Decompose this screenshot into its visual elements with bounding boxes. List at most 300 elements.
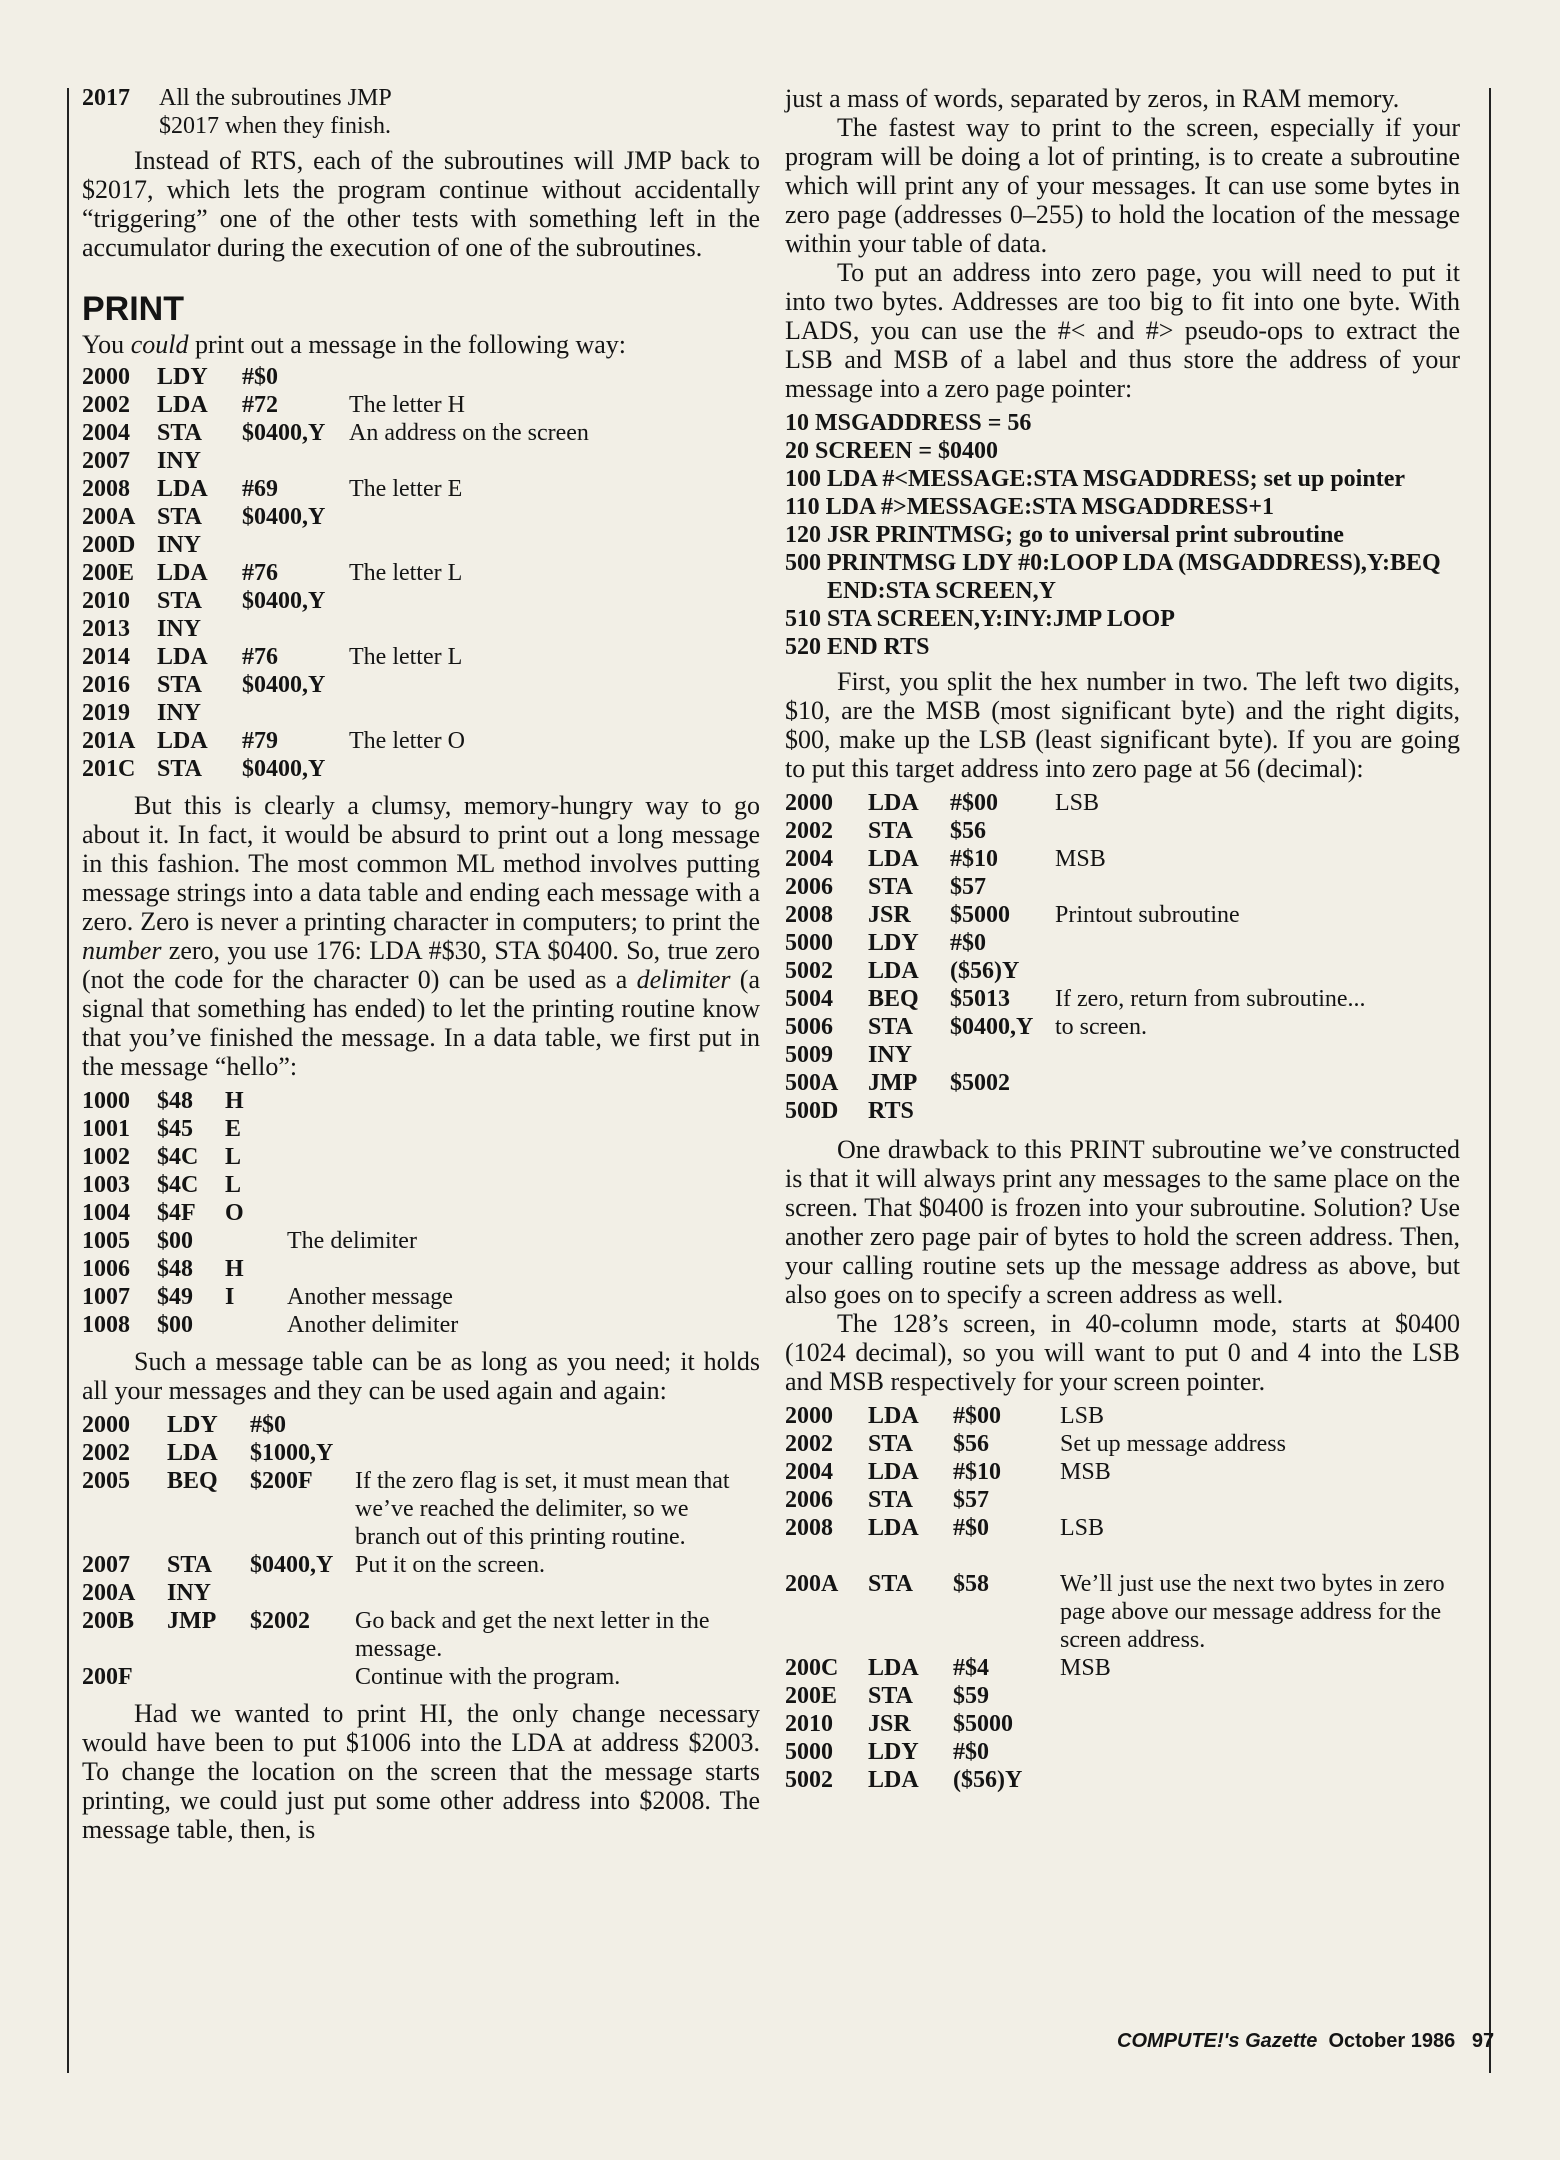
code-operand: #$0 [250,1412,286,1438]
code-opcode: BEQ [167,1468,218,1494]
code-opcode: STA [868,874,913,900]
code-operand: #72 [242,392,278,418]
code-comment [347,503,589,531]
code-operand [242,447,347,475]
listing-line: 520 END RTS [785,634,930,660]
code-operand [950,1041,1053,1069]
code-row [82,419,589,447]
code-row [785,1402,1458,1430]
code-address: 2002 [82,1440,130,1466]
code-address: 2010 [785,1711,833,1737]
code-row [785,929,1366,957]
page-footer [1117,2030,1494,2053]
code-operand: #$10 [950,846,998,872]
code-operand [950,1097,1053,1125]
code-row [82,699,589,727]
code-row [785,1097,1366,1125]
code-opcode: BEQ [868,986,919,1012]
code-comment: Another delimiter [287,1312,459,1338]
code-address: 200B [82,1608,135,1634]
code-opcode: JSR [868,1711,911,1737]
code-operand: $56 [950,818,986,844]
code-address [785,1542,868,1570]
code-row [82,1171,458,1199]
code-opcode: INY [157,448,202,474]
code-comment [1053,873,1366,901]
code-opcode: LDA [868,1655,919,1681]
code-opcode: LDA [157,728,208,754]
code-comment: Continue with the program. [355,1664,621,1690]
message-data-table [82,1087,458,1339]
code-operand: E [225,1116,242,1142]
code-operand: $2002 [250,1608,310,1634]
code-address: 1005 [82,1228,130,1254]
code-comment [353,1579,758,1607]
code-operand [225,1227,285,1255]
code-opcode: LDA [157,644,208,670]
code-opcode: LDY [167,1412,218,1438]
code-operand: $58 [953,1571,989,1597]
code-listing-top [82,84,430,140]
code-comment [1053,817,1366,845]
code-row [82,84,430,140]
code-comment [347,615,589,643]
code-row [82,503,589,531]
code-row [82,1115,458,1143]
code-operand: #$0 [953,1515,989,1541]
code-comment [1053,1069,1366,1097]
paragraph: To put an address into zero page, you will need to put it into two bytes. Addresses are too big to fit into one byte. With LADS, you can use the #< and #> pseudo-ops to extract the LSB and MSB of a label and thus store the address of your message into a zero page pointer: [785,258,1460,403]
code-opcode: LDA [167,1440,218,1466]
code-address: 1004 [82,1200,130,1226]
code-operand [242,531,347,559]
code-row [785,1514,1458,1542]
code-opcode: STA [157,672,202,698]
code-opcode: LDA [868,790,919,816]
code-opcode: INY [167,1580,212,1606]
code-opcode: $4F [157,1200,196,1226]
code-address: 200E [785,1683,838,1709]
code-opcode: LDA [157,392,208,418]
code-operand: ($56)Y [953,1767,1023,1793]
code-operand: $0400,Y [242,504,326,530]
code-opcode: $00 [157,1312,193,1338]
code-address: 2006 [785,1487,833,1513]
code-operand: #69 [242,476,278,502]
paragraph: Had we wanted to print HI, the only change necessary would have been to put $1006 into the LDA at address $2003. To change the location on the screen that the message starts printing, we could just put some other address into $2008. The message table, then, is [82,1699,760,1844]
code-opcode: INY [157,616,202,642]
code-operand: #$0 [242,364,278,390]
code-comment: The letter L [349,644,463,670]
code-row [785,957,1366,985]
code-operand: #$10 [953,1459,1001,1485]
code-opcode: LDY [868,1739,919,1765]
code-opcode: STA [157,420,202,446]
code-operand: #$0 [950,930,986,956]
code-address: 2004 [785,846,833,872]
code-row [785,1654,1458,1682]
code-comment [1058,1738,1458,1766]
code-opcode: $48 [157,1256,193,1282]
code-comment: Printout subroutine [1055,902,1240,928]
code-row [785,1570,1458,1654]
code-comment: The delimiter [287,1228,417,1254]
code-operand: $59 [953,1683,989,1709]
code-address: 200F [82,1664,133,1690]
code-address: 2010 [82,588,130,614]
code-comment [347,671,589,699]
code-address: 2007 [82,1552,130,1578]
code-opcode: STA [868,1487,913,1513]
code-listing-screen-pointer [785,1402,1458,1794]
code-row [82,1551,758,1579]
code-operand [250,1579,353,1607]
listing-line: 120 JSR PRINTMSG; go to universal print subroutine [785,522,1344,548]
code-operand [225,1311,285,1339]
code-row [82,363,589,391]
code-address: 2017 [82,85,130,111]
code-address: 200D [82,532,136,558]
code-opcode: $4C [157,1172,199,1198]
code-row [785,1766,1458,1794]
code-opcode: LDA [868,958,919,984]
code-row [82,531,589,559]
code-operand: H [225,1256,244,1282]
code-operand: #$00 [950,790,998,816]
code-address: 2000 [785,1403,833,1429]
code-operand: #$0 [953,1739,989,1765]
code-address: 2007 [82,448,130,474]
code-row [82,1255,458,1283]
issue-date: October 1986 [1328,2030,1456,2052]
code-operand: $0400,Y [250,1552,334,1578]
code-address: 5006 [785,1014,833,1040]
code-address: 2014 [82,644,130,670]
code-comment: If zero, return from subroutine... [1055,986,1366,1012]
code-row [785,1738,1458,1766]
code-address: 2000 [82,1412,130,1438]
code-opcode: STA [167,1552,212,1578]
code-comment [1058,1710,1458,1738]
code-comment [347,531,589,559]
code-comment: We’ll just use the next two bytes in zero page above our message address for the screen address. [1060,1571,1445,1653]
code-operand [250,1663,353,1691]
code-comment [285,1171,458,1199]
code-comment: An address on the screen [349,420,589,446]
code-row [82,391,589,419]
code-listing-print-loop [82,1411,758,1691]
code-address: 2000 [785,790,833,816]
code-opcode: LDA [868,1767,919,1793]
code-operand [242,699,347,727]
code-comment [353,1439,758,1467]
code-address: 2016 [82,672,130,698]
code-operand: H [225,1088,244,1114]
paragraph: The fastest way to print to the screen, especially if your program will be doing a lot of printing, is to create a subroutine which will print any of your messages. It can use some bytes in zero page (addresses 0–255) to hold the location of the message within your table of data. [785,113,1460,258]
code-address: 2008 [785,1515,833,1541]
code-comment [285,1115,458,1143]
listing-line: 110 LDA #>MESSAGE:STA MSGADDRESS+1 [785,494,1275,520]
paragraph: just a mass of words, separated by zeros, in RAM memory. [785,84,1400,113]
code-address: 2000 [82,364,130,390]
code-row [82,1087,458,1115]
lads-source-listing [785,409,1460,661]
code-row [82,475,589,503]
code-operand: $57 [953,1487,989,1513]
code-operand [242,615,347,643]
code-row [785,873,1366,901]
code-row [785,789,1366,817]
code-comment: All the subroutines JMP $2017 when they finish. [159,85,391,139]
code-operand: #$00 [953,1403,1001,1429]
code-comment [1058,1682,1458,1710]
code-row [785,1430,1458,1458]
listing-line: 10 MSGADDRESS = 56 [785,410,1032,436]
code-operand: $56 [953,1431,989,1457]
code-row [82,1311,458,1339]
code-operand: $0400,Y [242,420,326,446]
code-opcode: JMP [167,1608,217,1634]
code-comment [353,1411,758,1439]
code-opcode [868,1542,953,1570]
paragraph: But this is clearly a clumsy, memory-hungry way to go about it. In fact, it would be absurd to print out a long message in this fashion. The most common ML method involves putting message strings into a data table and ending each message with a zero. Zero is never a printing character in computers; to print the number zero, you use 176: LDA #$30, STA $0400. So, true zero (not the code for the character 0) can be used as a delimiter (a signal that something has ended) to let the printing routine know that you’ve finished the message. In a data table, we first put in the message “hello”: [82,791,761,1081]
code-operand: $0400,Y [242,588,326,614]
code-opcode: STA [868,1683,913,1709]
paragraph: The 128’s screen, in 40-column mode, starts at $0400 (1024 decimal), so you will want to put 0 and 4 into the LSB and MSB respectively for your screen pointer. [785,1309,1460,1396]
code-address: 2004 [82,420,130,446]
section-heading-print: PRINT [82,290,184,328]
code-row [785,817,1366,845]
code-comment [1053,1097,1366,1125]
code-address: 2002 [82,392,130,418]
code-address: 1007 [82,1284,130,1310]
code-comment [1053,929,1366,957]
code-row [82,643,589,671]
code-address: 5002 [785,1767,833,1793]
code-address: 1002 [82,1144,130,1170]
code-comment: Set up message address [1060,1431,1286,1457]
code-operand: ($56)Y [950,958,1020,984]
code-address: 1008 [82,1312,130,1338]
code-comment [285,1255,458,1283]
right-column [785,84,1460,1794]
code-comment: Go back and get the next letter in the message. [355,1608,710,1662]
code-opcode: LDY [868,930,919,956]
paragraph: One drawback to this PRINT subroutine we’ve constructed is that it will always print any messages to the same place on the screen. That $0400 is frozen into your subroutine. Solution? Use another zero page pair of bytes to hold the screen address. Then, your calling routine sets up the message address as above, but also goes on to specify a screen address as well. [785,1135,1460,1309]
left-column [82,84,760,1844]
code-address: 5004 [785,986,833,1012]
code-address: 200A [82,1580,136,1606]
code-opcode: RTS [868,1098,914,1124]
code-row [82,1143,458,1171]
code-operand: L [225,1172,242,1198]
code-opcode: LDA [868,1459,919,1485]
code-operand: $0400,Y [242,756,326,782]
code-address: 2006 [785,874,833,900]
code-opcode: STA [157,588,202,614]
code-operand: #79 [242,728,278,754]
code-address: 5000 [785,1739,833,1765]
code-opcode: INY [157,700,202,726]
code-address: 1000 [82,1088,130,1114]
code-address: 2019 [82,700,130,726]
code-operand: O [225,1200,244,1226]
code-row [82,447,589,475]
code-address: 1006 [82,1256,130,1282]
code-comment: Put it on the screen. [355,1552,545,1578]
code-opcode: LDA [868,846,919,872]
code-opcode: LDY [157,364,208,390]
code-row [82,615,589,643]
code-address: 5009 [785,1042,833,1068]
code-row [785,1682,1458,1710]
left-margin-rule [67,88,69,2073]
code-operand: $5000 [950,902,1010,928]
code-comment: Another message [287,1284,453,1310]
code-opcode: $00 [157,1228,193,1254]
code-opcode: STA [868,1014,913,1040]
code-operand: $57 [950,874,986,900]
code-opcode: LDA [868,1515,919,1541]
code-row [82,1439,758,1467]
code-comment: If the zero flag is set, it must mean that we’ve reached the delimiter, so we branch out of this printing routine. [355,1468,730,1550]
code-comment: The letter O [349,728,465,754]
code-comment [347,447,589,475]
code-opcode: $4C [157,1144,199,1170]
code-operand: $1000,Y [250,1440,334,1466]
code-address: 2002 [785,1431,833,1457]
code-address: 2013 [82,616,130,642]
code-opcode [167,1663,250,1691]
code-address: 1003 [82,1172,130,1198]
code-comment: MSB [1060,1459,1111,1485]
code-row [82,671,589,699]
code-listing-zero-page [785,789,1366,1125]
code-row [785,1542,1458,1570]
code-row [82,1227,458,1255]
code-comment [347,755,589,783]
code-comment: The letter E [349,476,463,502]
code-row [785,1710,1458,1738]
code-address: 5002 [785,958,833,984]
code-comment: LSB [1060,1403,1105,1429]
code-address: 500A [785,1070,839,1096]
listing-line: 510 STA SCREEN,Y:INY:JMP LOOP [785,606,1175,632]
code-address: 2002 [785,818,833,844]
code-operand: I [225,1284,235,1310]
code-row [82,587,589,615]
code-address: 2005 [82,1468,130,1494]
code-opcode: $45 [157,1116,193,1142]
code-operand: $200F [250,1468,313,1494]
code-row [82,1663,758,1691]
code-comment [1058,1766,1458,1794]
code-row [82,1607,758,1663]
code-row [82,1411,758,1439]
code-comment: LSB [1060,1515,1105,1541]
code-opcode: STA [157,504,202,530]
listing-line: 500 PRINTMSG LDY #0:LOOP LDA (MSGADDRESS),Y:BEQ END:STA SCREEN,Y [785,550,1441,604]
code-opcode: JMP [868,1070,918,1096]
paragraph: Instead of RTS, each of the subroutines will JMP back to $2017, which lets the program continue without accidentally “triggering” one of the other tests with something left in the accumulator during the execution of one of the subroutines. [82,146,760,262]
paragraph: You could print out a message in the following way: [82,330,627,359]
code-comment [347,587,589,615]
code-listing-print-hello [82,363,589,783]
code-operand: #$4 [953,1655,989,1681]
code-comment: to screen. [1055,1014,1147,1040]
code-address: 201C [82,756,136,782]
code-address: 201A [82,728,136,754]
code-opcode: $49 [157,1284,193,1310]
code-address: 2008 [82,476,130,502]
code-row [785,985,1366,1013]
code-row [785,845,1366,873]
code-address: 200A [82,504,136,530]
code-opcode: STA [157,756,202,782]
code-comment [1053,957,1366,985]
code-operand: $0400,Y [950,1014,1034,1040]
right-margin-rule [1489,88,1491,2073]
code-operand [953,1542,1058,1570]
code-opcode: LDA [157,476,208,502]
code-address: 200A [785,1571,839,1597]
code-operand: $0400,Y [242,672,326,698]
code-row [82,559,589,587]
code-operand: #76 [242,560,278,586]
code-address: 5000 [785,930,833,956]
code-row [785,901,1366,929]
code-opcode: STA [868,818,913,844]
listing-line: 100 LDA #<MESSAGE:STA MSGADDRESS; set up pointer [785,466,1405,492]
code-row [785,1013,1366,1041]
publication-name: COMPUTE!'s Gazette [1117,2030,1318,2052]
code-row [785,1486,1458,1514]
code-opcode: INY [157,532,202,558]
code-address: 200E [82,560,135,586]
code-address: 200C [785,1655,839,1681]
paragraph: Such a message table can be as long as you need; it holds all your messages and they can be used again and again: [82,1347,760,1405]
code-opcode: INY [868,1042,913,1068]
code-operand: $5013 [950,986,1010,1012]
code-comment [1058,1542,1458,1570]
code-comment [1053,1041,1366,1069]
code-address: 2008 [785,902,833,928]
code-row [82,1199,458,1227]
code-operand: $5000 [953,1711,1013,1737]
code-opcode: $48 [157,1088,193,1114]
code-comment [347,363,589,391]
code-operand: #76 [242,644,278,670]
code-opcode: STA [868,1431,913,1457]
code-comment: MSB [1060,1655,1111,1681]
code-comment: LSB [1055,790,1100,816]
paragraph: First, you split the hex number in two. The left two digits, $10, are the MSB (most significant byte) and the right digits, $00, make up the LSB (least significant byte). If you are going to put this target address into zero page at 56 (decimal): [785,667,1460,783]
code-opcode: JSR [868,902,911,928]
code-comment: The letter L [349,560,463,586]
code-row [82,727,589,755]
code-row [82,1467,758,1551]
page-number: 97 [1471,2030,1495,2052]
code-opcode: STA [868,1571,913,1597]
code-comment [285,1199,458,1227]
code-row [82,1283,458,1311]
code-row [785,1458,1458,1486]
code-address: 500D [785,1098,839,1124]
code-operand: L [225,1144,242,1170]
code-comment [285,1143,458,1171]
code-row [82,755,589,783]
code-comment [1058,1486,1458,1514]
